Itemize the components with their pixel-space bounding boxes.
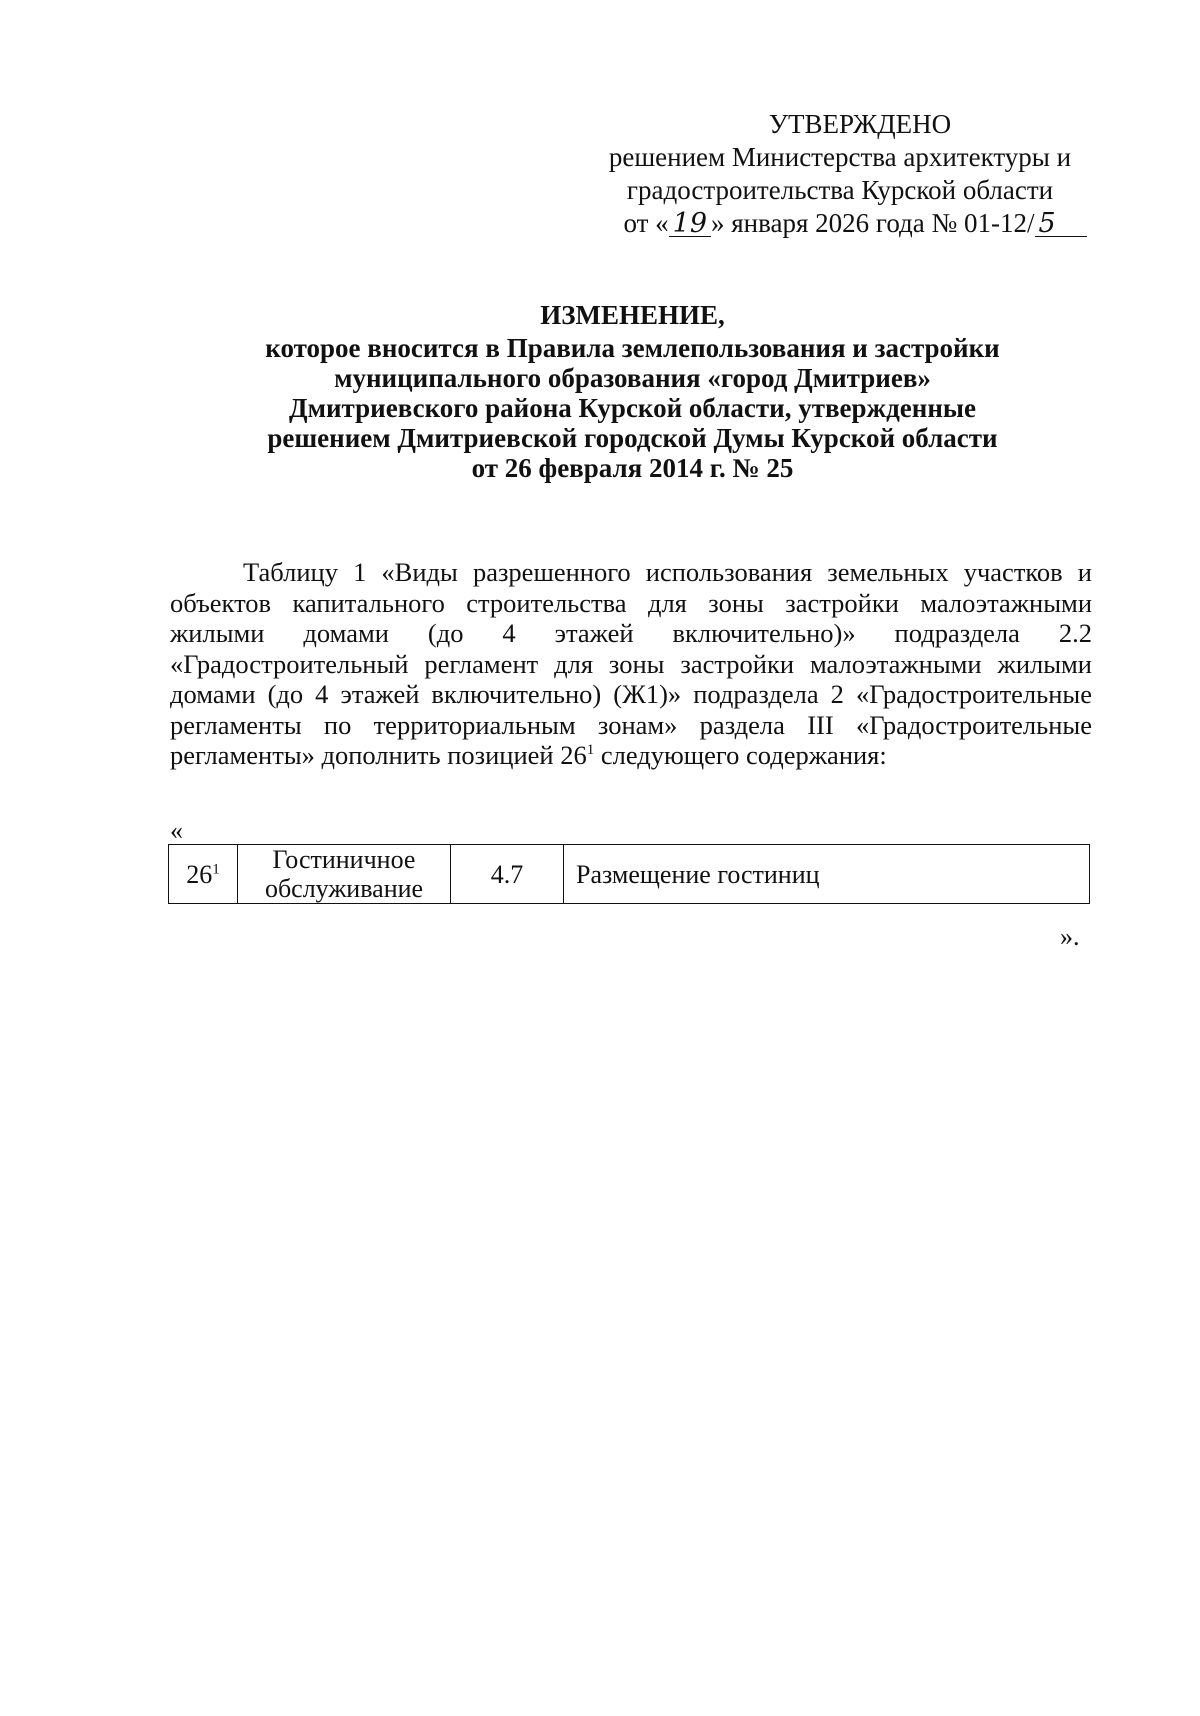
approval-title: УТВЕРЖДЕНО [768, 109, 952, 139]
heading-title: ИЗМЕНЕНИЕ, [540, 300, 725, 330]
date-middle: » января 2026 года № 01-12/ [711, 208, 1035, 238]
body-paragraph-superscript: 1 [586, 742, 595, 759]
body-paragraph-main: Таблицу 1 «Виды разрешенного использования земельных участков и объектов капитального строительства для зоны застройки малоэтажными жилыми домами (до 4 этажей включительно)» подраздела 2.2 «Градостроительный регламент для зоны застройки малоэтажными жилыми домами (до 4 этажей включительно) (Ж1)» подраздела 2 «Градостроительные регламенты по территориальным зонам» раздела III «Градостроительные регламенты» дополнить позицией 26 [170, 557, 1092, 770]
document-heading [150, 300, 1115, 483]
table-row [169, 845, 1090, 904]
position-number-superscript: 1 [212, 860, 220, 877]
approval-line-1: решением Министерства архитектуры и [608, 142, 1072, 172]
closing-quote: ». [1060, 922, 1080, 951]
body-paragraph [170, 557, 1092, 771]
heading-line-5: от 26 февраля 2014 г. № 25 [471, 453, 794, 483]
use-name-line-1: Гостиничное [272, 845, 416, 874]
approval-date-line [590, 207, 1090, 240]
use-name-line-2: обслуживание [264, 874, 424, 903]
opening-quote: « [170, 816, 183, 845]
approval-block [590, 108, 1090, 240]
cell-position-number [169, 845, 238, 904]
position-number: 26 [186, 859, 213, 889]
heading-line-3: Дмитриевского района Курской области, утвержденные [289, 393, 976, 423]
heading-line-1: которое вносится в Правила землепользования и застройки [265, 333, 1000, 363]
handwritten-number: 5 [1035, 212, 1087, 237]
body-paragraph-end: следующего содержания: [594, 740, 887, 770]
cell-use-description: Размещение гостиниц [564, 845, 1090, 904]
heading-line-4: решением Дмитриевской городской Думы Курской области [267, 423, 998, 453]
approval-line-2: градостроительства Курской области [626, 175, 1054, 205]
cell-use-name [238, 845, 451, 904]
position-table [168, 844, 1090, 904]
cell-use-code: 4.7 [451, 845, 564, 904]
heading-line-2: муниципального образования «город Дмитриев» [334, 363, 931, 393]
handwritten-day: 19 [669, 212, 711, 237]
date-prefix: от « [623, 208, 669, 238]
